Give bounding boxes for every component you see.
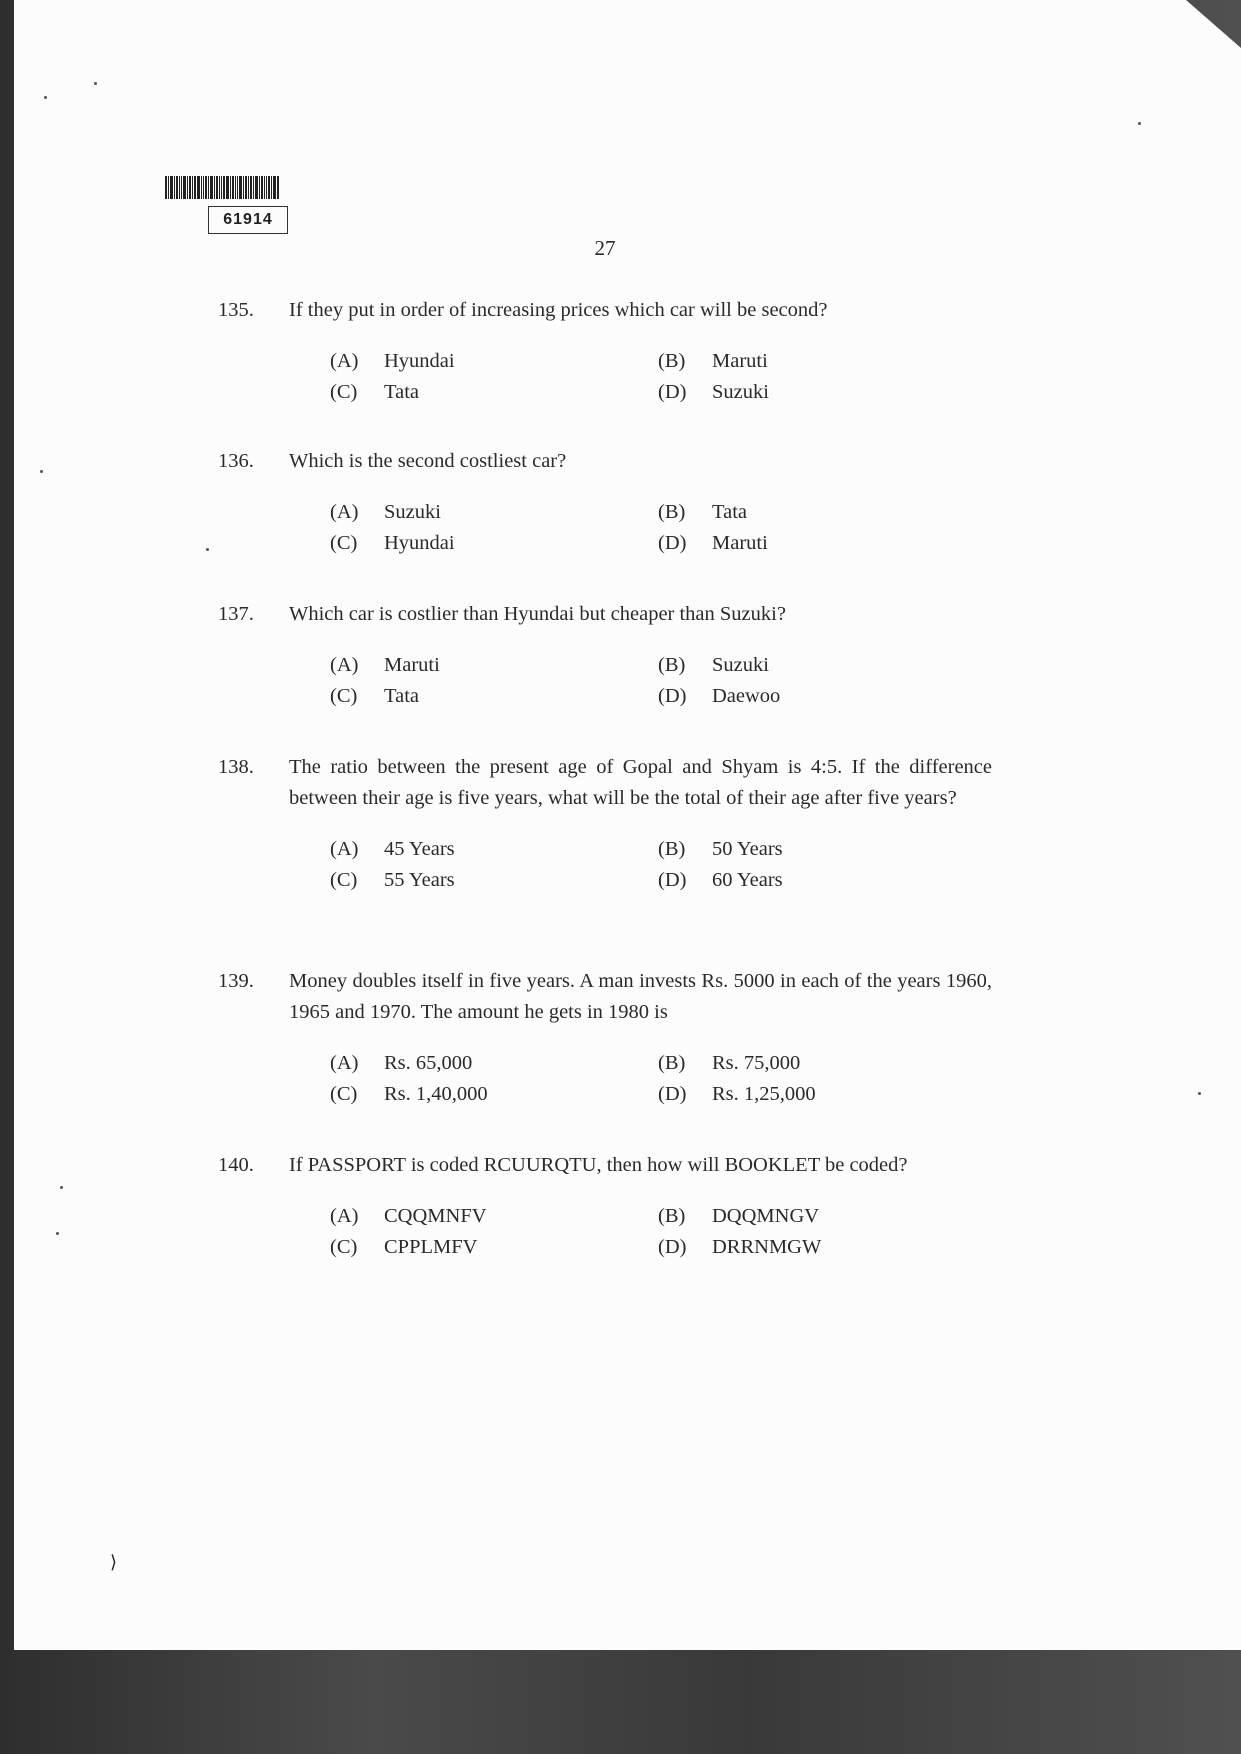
question-text: Which is the second costliest car? <box>289 450 567 472</box>
option-b: (B) 50 Years <box>658 838 783 860</box>
option-a: (A) Hyundai <box>330 350 455 372</box>
option-d: (D) Rs. 1,25,000 <box>658 1083 816 1105</box>
option-a: (A) Rs. 65,000 <box>330 1052 473 1074</box>
options <box>330 834 1118 896</box>
paper-code-box: 61914 <box>208 206 288 234</box>
question-137 <box>218 599 1118 712</box>
option-a: (A) 45 Years <box>330 838 455 860</box>
option-b: (B) Suzuki <box>658 654 769 676</box>
options <box>330 650 1118 712</box>
question-138 <box>218 752 1118 896</box>
options <box>330 346 1118 408</box>
question-number: 139. <box>218 970 254 992</box>
option-b: (B) DQQMNGV <box>658 1205 820 1227</box>
question-number: 137. <box>218 603 254 625</box>
barcode <box>165 176 313 199</box>
question-text: Money doubles itself in five years. A man invests Rs. 5000 in each of the years 1960, 1965 and 1970. The amount he gets in 1980 is <box>289 970 992 1023</box>
option-d: (D) 60 Years <box>658 869 783 891</box>
option-c: (C) CPPLMFV <box>330 1236 478 1258</box>
option-d: (D) Daewoo <box>658 685 781 707</box>
options <box>330 497 1118 559</box>
scan-speck <box>206 548 209 551</box>
option-b: (B) Rs. 75,000 <box>658 1052 801 1074</box>
option-a: (A) Suzuki <box>330 501 441 523</box>
options <box>330 1201 1118 1263</box>
question-number: 140. <box>218 1154 254 1176</box>
option-a: (A) Maruti <box>330 654 440 676</box>
question-140 <box>218 1150 1118 1263</box>
scan-speck <box>40 470 43 473</box>
option-d: (D) DRRNMGW <box>658 1236 822 1258</box>
option-c: (C) Tata <box>330 381 419 403</box>
scan-speck <box>94 82 97 85</box>
question-136 <box>218 446 1118 559</box>
scan-speck <box>60 1186 63 1189</box>
question-text: The ratio between the present age of Gopal and Shyam is 4:5. If the difference between their age is five years, what will be the total of their age after five years? <box>289 756 992 809</box>
option-c: (C) Rs. 1,40,000 <box>330 1083 488 1105</box>
option-b: (B) Tata <box>658 501 747 523</box>
question-text: Which car is costlier than Hyundai but cheaper than Suzuki? <box>289 603 786 625</box>
question-139 <box>218 966 1118 1110</box>
scan-speck <box>1138 122 1141 125</box>
question-number: 138. <box>218 756 254 778</box>
option-d: (D) Suzuki <box>658 381 769 403</box>
scan-mark: ⟩ <box>110 1552 118 1572</box>
option-a: (A) CQQMNFV <box>330 1205 487 1227</box>
scan-speck <box>1198 1092 1201 1095</box>
page-number: 27 <box>594 236 616 260</box>
options <box>330 1048 1118 1110</box>
question-number: 136. <box>218 450 254 472</box>
scan-speck <box>44 96 47 99</box>
option-b: (B) Maruti <box>658 350 768 372</box>
option-d: (D) Maruti <box>658 532 768 554</box>
question-number: 135. <box>218 299 254 321</box>
question-text: If PASSPORT is coded RCUURQTU, then how will BOOKLET be coded? <box>289 1154 908 1176</box>
question-135 <box>218 295 1118 408</box>
option-c: (C) Tata <box>330 685 419 707</box>
scan-speck <box>56 1232 59 1235</box>
question-text: If they put in order of increasing prices which car will be second? <box>289 299 828 321</box>
option-c: (C) Hyundai <box>330 532 455 554</box>
option-c: (C) 55 Years <box>330 869 455 891</box>
